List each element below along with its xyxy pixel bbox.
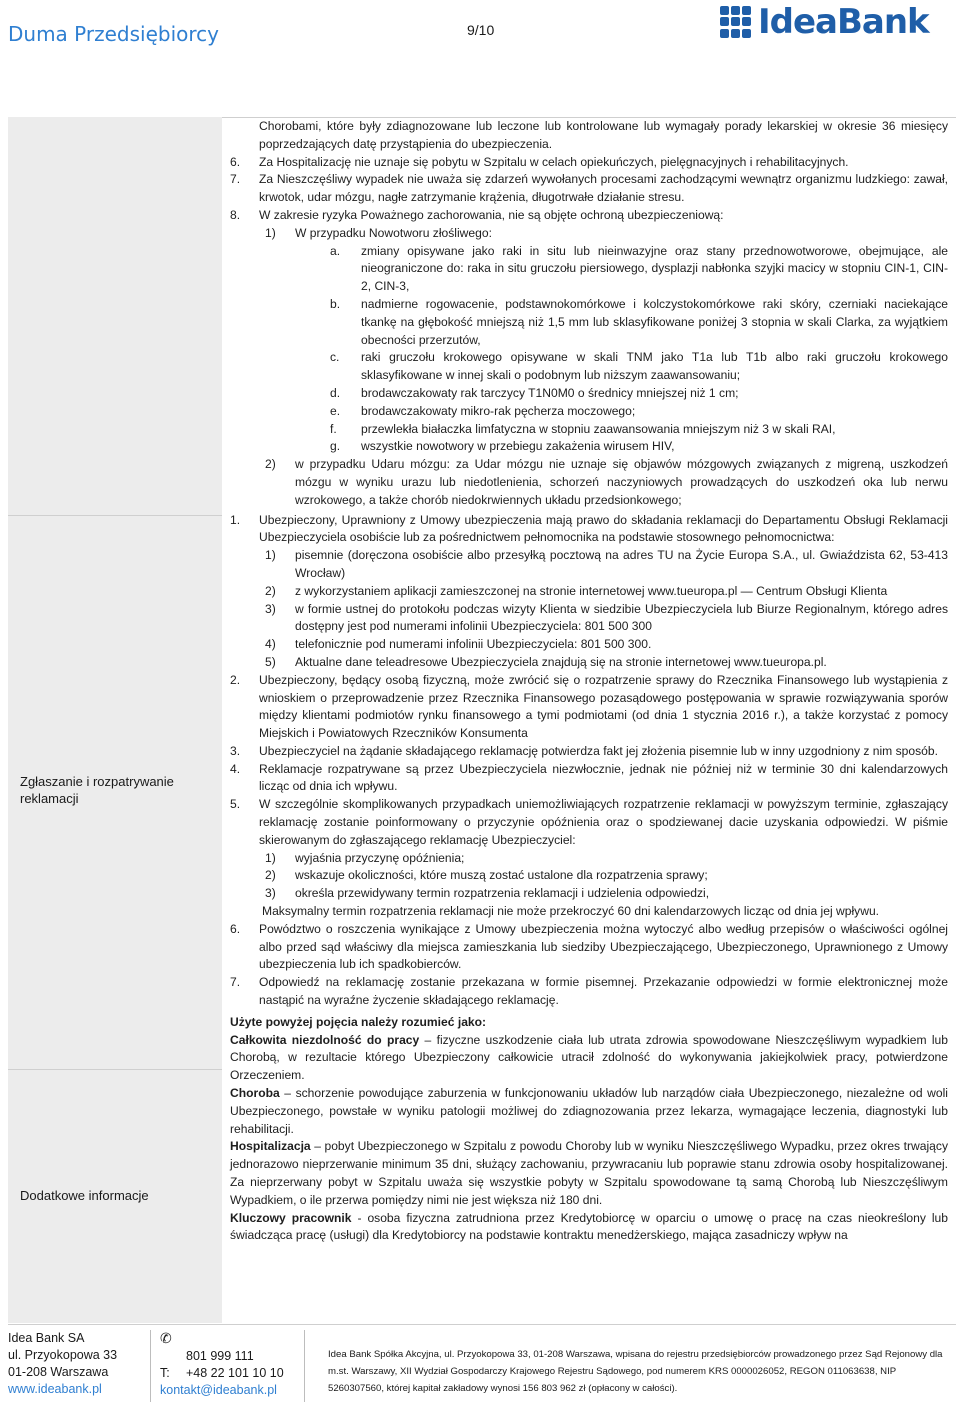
cancer-item: b. nadmierne rogowacenie, podstawnokomórkowe i kolczystokomórkowe raki skóry, czerniaki naciekające tkankę na głębokość mniejszą niż 1,5 mm lub sklasyfikowane poniżej 3 stopnia w skali Clarka, za wyjątkiem obecności przerzutów, xyxy=(330,296,948,347)
hotline-number: 801 999 111 xyxy=(186,1349,254,1363)
logo-text: IdeaBank xyxy=(758,2,929,42)
company-name: Idea Bank SA xyxy=(8,1331,85,1345)
cancer-item: e. brodawczakowaty mikro-rak pęcherza moczowego; xyxy=(330,403,636,418)
definition: Hospitalizacja – pobyt Ubezpieczonego w Szpitalu z powodu Choroby lub w wyniku Nieszczęśliwego Wypadku, przez okres trwający jednorazowo nieprzerwanie minimum 35 dni, służący zachowaniu, przywracaniu lub poprawie stanu zdrowia osoby hospitalizowanej. Za nieprzerwany pobyt w Szpitalu uważa się wszystkie pobyty w Szpitalu spowodowane tą samą Chorobą lub Nieszczęśliwym Wypadkiem, o ile przerwa pomiędzy nimi nie jest większa niż 180 dni. xyxy=(230,1139,948,1207)
definition: Choroba – schorzenie powodujące zaburzenia w funkcjonowaniu układów lub narządów ciała Ubezpieczonego, niezależne od woli Ubezpieczonego, powstałe w wyniku patologii możliwej do zdiagnozowania przez lekarza, wymagające leczenia, diagnostyki lub rehabilitacji. xyxy=(230,1086,948,1136)
cancer-item: f. przewlekła białaczka limfatyczna w stopniu zaawansowania mniejszym niż 3 w skali RAI, xyxy=(330,421,836,436)
cancer-item: a. zmiany opisywane jako raki in situ lub nieinwazyjne oraz stany przednowotworowe, obejmujące, ale nieograniczone do: raka in situ gruczołu piersiowego, dysplazji nabłonka szyjki macicy w stopniu CIN-1, CIN-2, CIN-3, xyxy=(330,243,948,294)
complaint-way: 3) w formie ustnej do protokołu podczas wizyty Klienta w siedzibie Ubezpieczyciela lub Biurze Regionalnym, którego adres dostępny jest pod numerami infolinii Ubezpieczyciela: 801 500 300 xyxy=(265,601,948,634)
email-link[interactable]: kontakt@ideabank.pl xyxy=(160,1383,277,1397)
sub-item: 2) w przypadku Udaru mózgu: za Udar mózgu nie uznaje się objawów mózgowych związanych z migreną, uszkodzeń mózgu w wyniku urazu lub niedotlenienia, schorzeń naczyniowych prowadzących do uszkodzeń oka lub nerwu wzrokowego, a także chorób niedokrwiennych układu przedsionkowego; xyxy=(265,457,948,507)
legal-notice: Idea Bank Spółka Akcyjna, ul. Przyokopowa 33, 01-208 Warszawa, wpisana do rejestru przedsiębiorców prowadzonego przez Sąd Rejonowy dla m.st. Warszawy, XII Wydział Gospodarczy Krajowego Rejestru Sądowego, pod numerem KRS 0000026052, REGON 011063638, NIP 5260307560, której kapitał zakładowy wynosi 156 803 962 zł (opłacony w całości). xyxy=(328,1349,943,1394)
paragraph: Chorobami, które były zdiagnozowane lub leczone lub kontrolowane lub wymagały porady lekarskiej w okresie 36 miesięcy poprzedzających datę przystąpienia do ubezpieczenia. xyxy=(259,119,948,151)
complaint-point: 3. Ubezpieczyciel na żądanie składającego reklamację potwierdza fakt jej złożenia pisemnie lub w inny uzgodniony z nim sposób. xyxy=(230,743,938,758)
footer-address xyxy=(8,1330,117,1398)
complaint-way: 1) pisemnie (doręczona osobiście albo przesyłką pocztową na adres TU na Życie Europa S.A., ul. Gwiaździsta 62, 53-413 Wrocław) xyxy=(265,548,948,580)
footer-divider xyxy=(150,1330,151,1402)
cancer-item: d. brodawczakowaty rak tarczycy T1N0M0 o średnicy mniejszej niż 1 cm; xyxy=(330,385,739,400)
section-label-column xyxy=(8,117,222,1323)
cancer-item: g. wszystkie nowotwory w przebiegu zakażenia wirusem HIV, xyxy=(330,439,675,454)
paragraph: Maksymalny termin rozpatrzenia reklamacji nie może przekroczyć 60 dni kalendarzowych licząc od dnia jej wpływu. xyxy=(262,904,880,919)
row-divider xyxy=(8,1069,222,1070)
phone-number: +48 22 101 10 10 xyxy=(186,1366,284,1380)
row-divider xyxy=(8,515,222,516)
list-item: 6. Za Hospitalizację nie uznaje się pobytu w Szpitalu w celach opiekuńczych, pielęgnacyjnych i rehabilitacyjnych. xyxy=(230,154,849,169)
complaint-way: 5) Aktualne dane teleadresowe Ubezpieczyciela znajdują się na stronie internetowej www.tueuropa.pl. xyxy=(265,654,827,669)
complaint-way: 4) telefonicznie pod numerami infolinii Ubezpieczyciela: 801 500 300. xyxy=(265,637,652,652)
complaint-subitem: 3) określa przewidywany termin rozpatrzenia reklamacji i udzielenia odpowiedzi, xyxy=(265,886,710,901)
section-label-complaints: Zgłaszanie i rozpatrywanie reklamacji xyxy=(20,774,174,806)
section-label-additional: Dodatkowe informacje xyxy=(20,1188,149,1203)
footer-divider xyxy=(304,1330,305,1402)
page-header xyxy=(0,0,960,100)
city: 01-208 Warszawa xyxy=(8,1365,109,1379)
list-item: 7. Za Nieszczęśliwy wypadek nie uważa się zdarzeń wywołanych procesami zachodzącymi wewnątrz organizmu ludzkiego: zawał, krwotok, udar mózgu, nagłe zatrzymanie krążenia, długotrwałe działanie stresu. xyxy=(230,172,948,205)
list-item: 8. W zakresie ryzyka Poważnego zachorowania, nie są objęte ochroną ubezpieczeniową: xyxy=(230,207,724,222)
complaint-subitem: 1) wyjaśnia przyczynę opóźnienia; xyxy=(265,850,465,865)
definition: Całkowita niezdolność do pracy – fizyczne uszkodzenie ciała lub utrata zdrowia spowodowane Nieszczęśliwym wypadkiem lub Chorobą, w rezultacie którego Ubezpieczony całkowicie utracił zdolność do wykonywania jakiejkolwiek pracy, potwierdzone Orzeczeniem. xyxy=(230,1032,948,1083)
complaint-subitem: 2) wskazuje okoliczności, które muszą zostać ustalone dla rozpatrzenia sprawy; xyxy=(265,868,708,883)
main-content xyxy=(230,118,948,1245)
complaint-point: 2. Ubezpieczony, będący osobą fizyczną, może zwrócić się o rozpatrzenie sprawy do Rzecznika Finansowego lub wystąpienia z wnioskiem o przeprowadzenie przez Rzecznika Finansowego pozasądowego postępowania w sprawie rozwiązywania sporów między klientami podmiotów rynku finansowego a tymi podmiotami (od dnia 1 stycznia 2016 r.), a także korzystać z pomocy Miejskich i Powiatowych Rzeczników Konsumenta xyxy=(230,672,948,741)
definition: Kluczowy pracownik - osoba fizyczna zatrudniona przez Kredytobiorcę w oparciu o umowę o pracę na czas nieokreślony lub świadcząca pracę (usługi) dla Kredytobiorcy na podstawie kontraktu menedżerskiego, mająca zasadniczy wpływ na xyxy=(230,1210,949,1243)
phone-prefix: T: xyxy=(160,1366,170,1380)
website-link[interactable]: www.ideabank.pl xyxy=(8,1382,102,1396)
document-title: Duma Przedsiębiorcy xyxy=(8,22,219,46)
complaint-point: 4. Reklamacje rozpatrywane są przez Ubezpieczyciela niezwłocznie, jednak nie później niż w terminie 30 dni kalendarzowych licząc od dnia ich wpływu. xyxy=(230,761,948,794)
cancer-item: c. raki gruczołu krokowego opisywane w skali TNM jako T1a lub T1b albo raki gruczołu krokowego sklasyfikowane w innej skali o podobnym lub niższym zaawansowaniu; xyxy=(330,350,948,383)
complaint-point: 6. Powództwo o roszczenia wynikające z Umowy ubezpieczenia można wytoczyć albo według przepisów o właściwości ogólnej albo przed sąd właściwy dla miejsca zamieszkania lub siedziby Ubezpieczającego, Ubezpieczonego, Uprawnionego z Umowy ubezpieczenia lub ich spadkobierców. xyxy=(230,921,948,972)
complaint-point: 5. W szczególnie skomplikowanych przypadkach uniemożliwiających rozpatrzenie reklamacji w powyższym terminie, zgłaszający reklamację zostanie poinformowany o przyczynie opóźnienia oraz o spodziewanej dacie uzyskania odpowiedzi. W piśmie skierowanym do zgłaszającego reklamację Ubezpieczyciel: xyxy=(230,797,948,847)
complaint-way: 2) z wykorzystaniem aplikacji zamieszczonej na stronie internetowej www.tueuropa.pl — Centrum Obsługi Klienta xyxy=(265,583,888,598)
logo-dots-icon xyxy=(720,6,752,38)
street: ul. Przyokopowa 33 xyxy=(8,1348,118,1362)
sub-item: 1) W przypadku Nowotworu złośliwego: xyxy=(265,225,492,240)
footer-contact xyxy=(160,1330,284,1399)
definitions-heading: Użyte powyżej pojęcia należy rozumieć jako: xyxy=(230,1014,487,1029)
page-number: 9/10 xyxy=(467,22,495,38)
complaint-point: 1. Ubezpieczony, Uprawniony z Umowy ubezpieczenia mają prawo do składania reklamacji do Departamentu Obsługi Reklamacji Ubezpieczyciela osobiście lub za pośrednictwem pełnomocnika na podstawie stosownego pełnomocnictwa: xyxy=(230,512,948,545)
ideabank-logo xyxy=(720,2,929,42)
phone-icon: ✆ xyxy=(160,1330,172,1346)
complaint-point: 7. Odpowiedź na reklamację zostanie przekazana w formie pisemnej. Przekazanie odpowiedzi w formie elektronicznej może nastąpić na wyraźne życzenie składającego reklamację. xyxy=(230,975,948,1008)
